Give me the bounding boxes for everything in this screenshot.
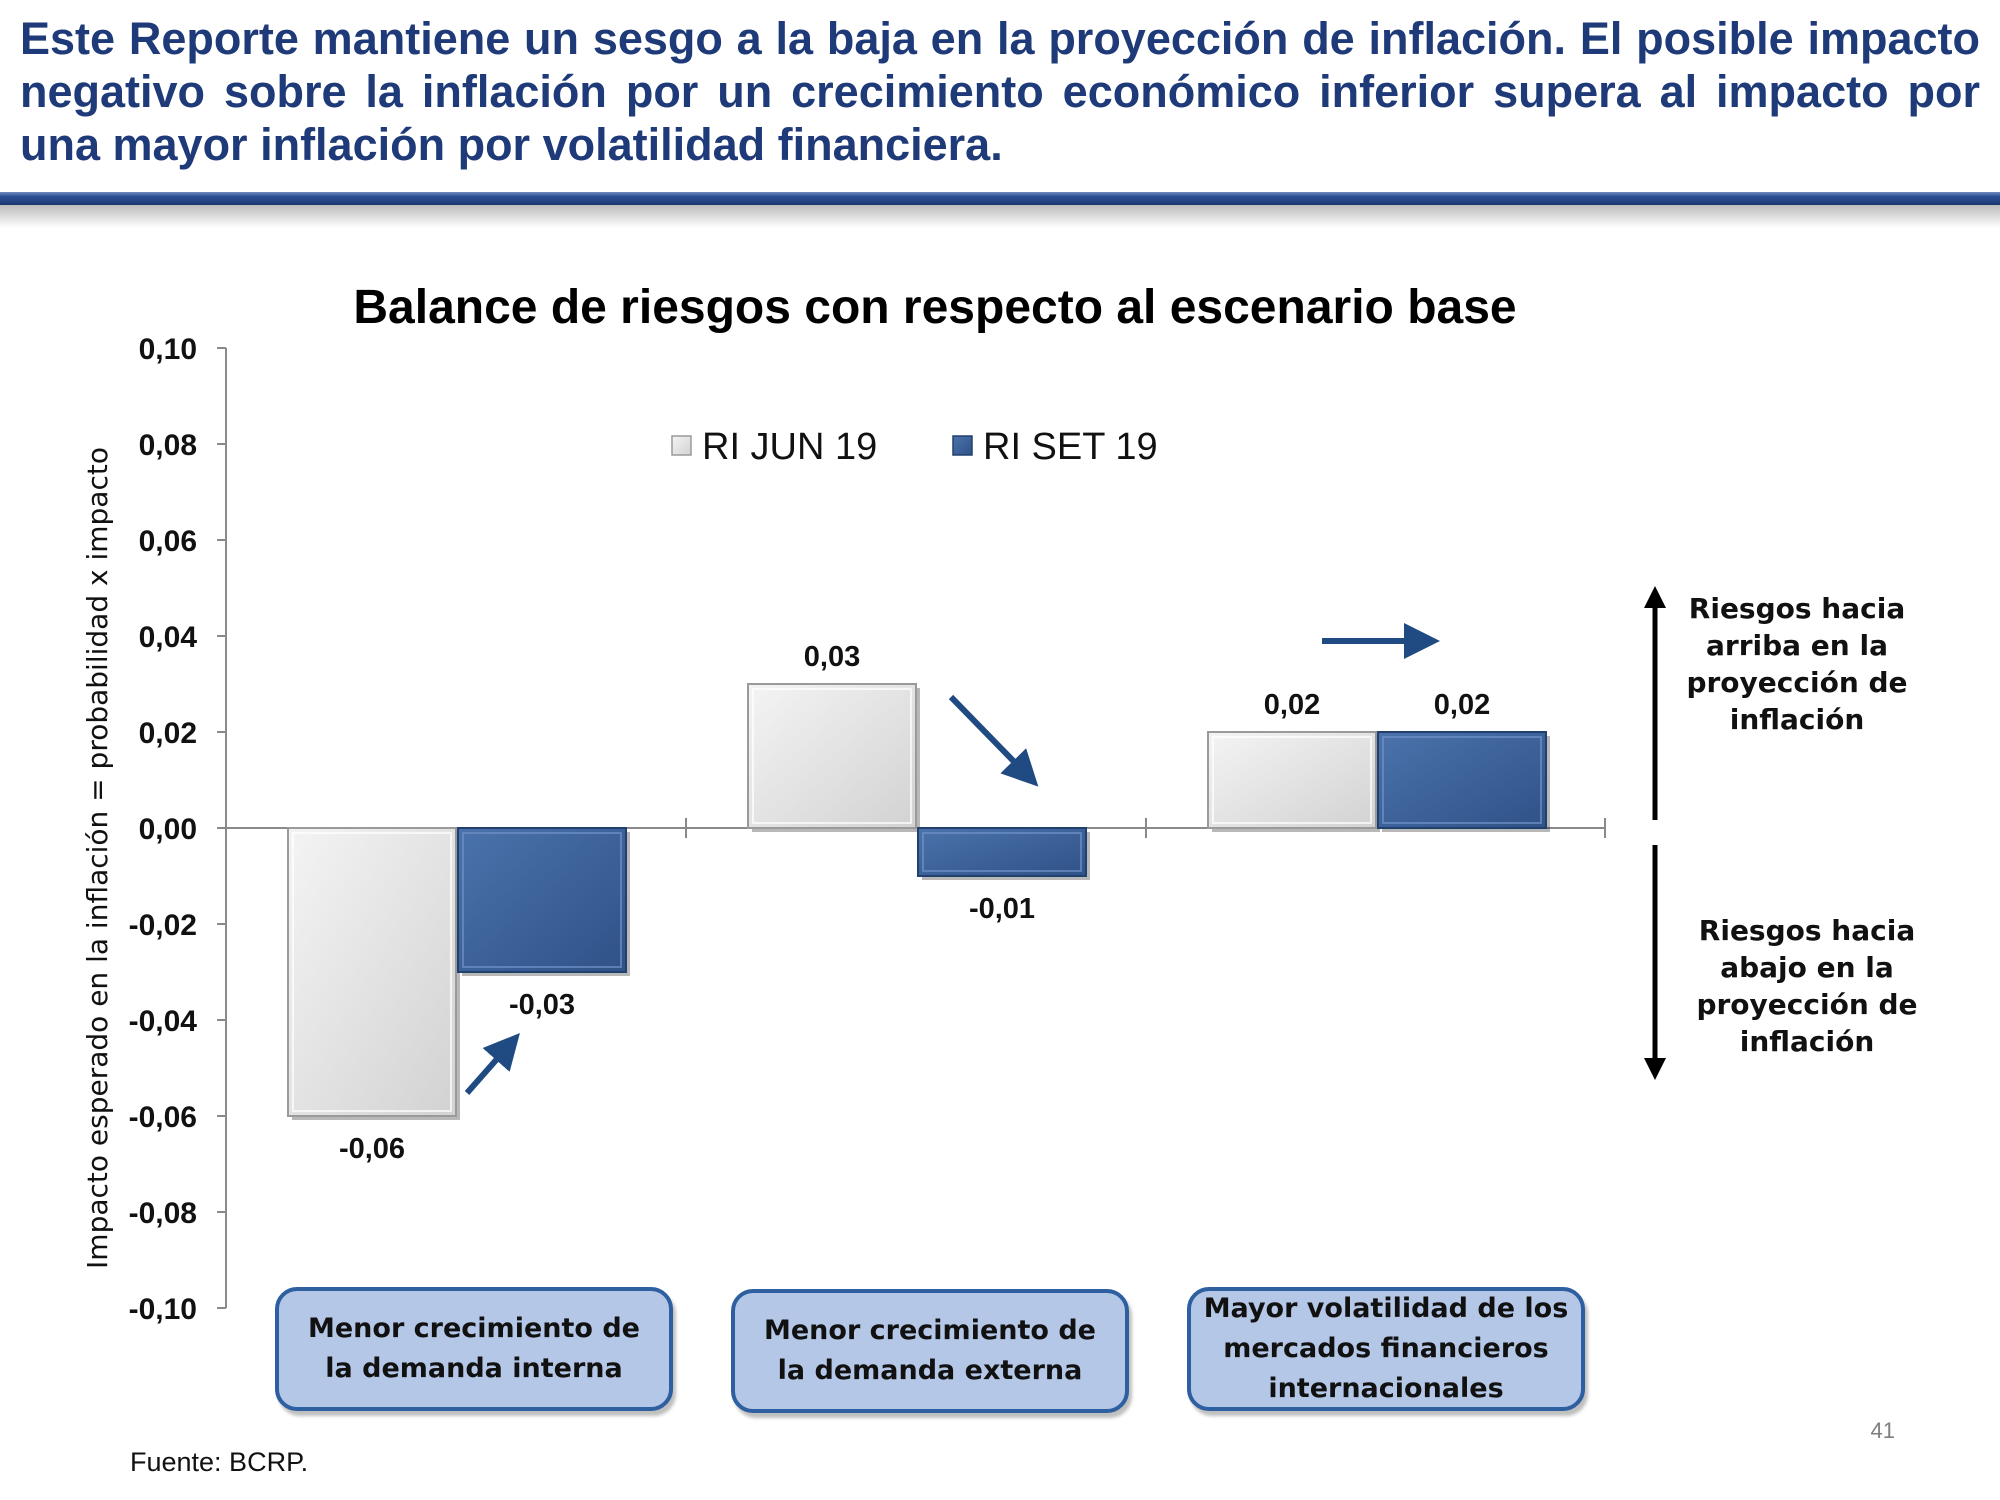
risk-down-label: Riesgos hacia abajo en la proyección de inflación: [1696, 914, 1918, 1058]
bar: [1208, 732, 1376, 828]
y-tick-label: 0,04: [138, 621, 197, 654]
y-tick-label: -0,04: [128, 1005, 197, 1038]
data-label: -0,06: [338, 1133, 406, 1165]
bar: [458, 828, 626, 972]
bar: [288, 828, 456, 1116]
bar: [1378, 732, 1546, 828]
risk-up-label: Riesgos hacia arriba en la proyección de inflación: [1686, 592, 1908, 736]
category-label: Menor crecimiento de la demanda interna: [308, 1313, 640, 1384]
source-note: Fuente: BCRP.: [130, 1447, 309, 1477]
trend-down-arrow-icon: [951, 697, 1030, 778]
category-box-demanda-externa: [731, 1289, 1129, 1413]
category-label: Mayor volatilidad de los mercados financieros internacionales: [1203, 1293, 1569, 1404]
y-tick-label: 0,08: [138, 429, 197, 462]
trend-up-arrow-icon: [467, 1042, 512, 1093]
page-number: 41: [1870, 1418, 1895, 1443]
y-axis-title: Impacto esperado en la inflación = probabilidad x impacto: [81, 447, 114, 1269]
chart-title: Balance de riesgos con respecto al escenario base: [353, 281, 1517, 334]
y-tick-label: -0,10: [128, 1293, 197, 1326]
data-label: 0,02: [1263, 689, 1321, 721]
y-tick-label: 0,00: [138, 813, 197, 846]
legend-label: RI JUN 19: [702, 426, 878, 468]
risk-down-arrow-icon: [1644, 1058, 1666, 1080]
y-tick-label: -0,06: [128, 1101, 197, 1134]
legend-swatch: [672, 436, 691, 455]
y-tick-label: 0,10: [138, 333, 197, 366]
headline: Este Reporte mantiene un sesgo a la baja en la proyección de inflación. El posible impacto negativo sobre la inflación por un crecimiento económico inferior supera al impacto por una mayor inflación por volatilidad financiera.: [20, 13, 1980, 170]
bar: [918, 828, 1086, 876]
data-label: 0,02: [1433, 689, 1491, 721]
bar: [748, 684, 916, 828]
y-tick-label: -0,02: [128, 909, 197, 942]
legend-swatch: [953, 436, 972, 455]
data-label: 0,03: [803, 641, 861, 673]
category-box-demanda-interna: [275, 1287, 673, 1411]
category-label: Menor crecimiento de la demanda externa: [764, 1315, 1096, 1386]
y-tick-label: 0,02: [138, 717, 197, 750]
y-tick-label: 0,06: [138, 525, 197, 558]
data-label: -0,01: [968, 893, 1036, 925]
y-tick-label: -0,08: [128, 1197, 197, 1230]
category-box-volatilidad-financiera: [1187, 1287, 1585, 1411]
legend-label: RI SET 19: [983, 426, 1158, 468]
data-label: -0,03: [508, 989, 576, 1021]
